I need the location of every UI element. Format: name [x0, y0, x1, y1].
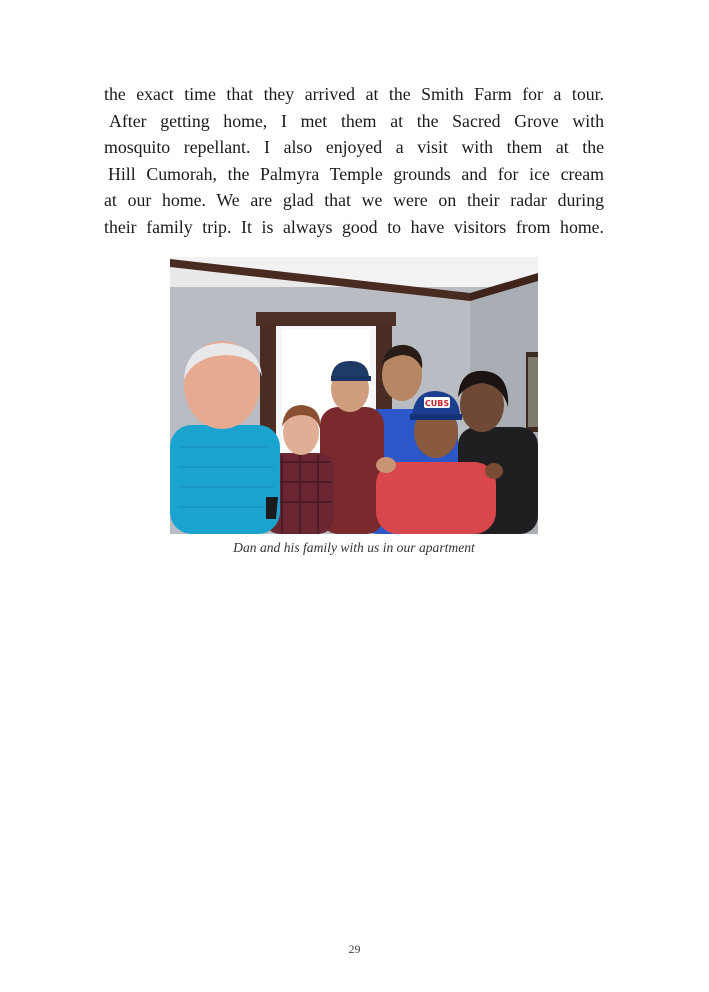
family-photo-illustration: [170, 257, 538, 534]
paragraph-line: their family trip. It is always good to have visitors from home.: [104, 216, 604, 237]
paragraph-line: the exact time that they arrived at the Smith Farm for a tour.: [104, 84, 604, 104]
cap-logo-text: CUBS: [424, 399, 450, 408]
photo-caption: Dan and his family with us in our apartment: [233, 540, 475, 555]
paragraph-line: mosquito repellant. I also enjoyed a visit with them at the: [104, 137, 604, 158]
paragraph-line: After getting home, I met them at the Sacred Grove with: [109, 110, 604, 131]
page-number: 29: [348, 942, 361, 956]
family-photo: [170, 257, 538, 534]
paragraph-line: at our home. We are glad that we were on their radar during: [104, 190, 604, 211]
body-paragraph: [104, 81, 604, 241]
paragraph-line: Hill Cumorah, the Palmyra Temple grounds and for ice cream: [108, 163, 604, 184]
